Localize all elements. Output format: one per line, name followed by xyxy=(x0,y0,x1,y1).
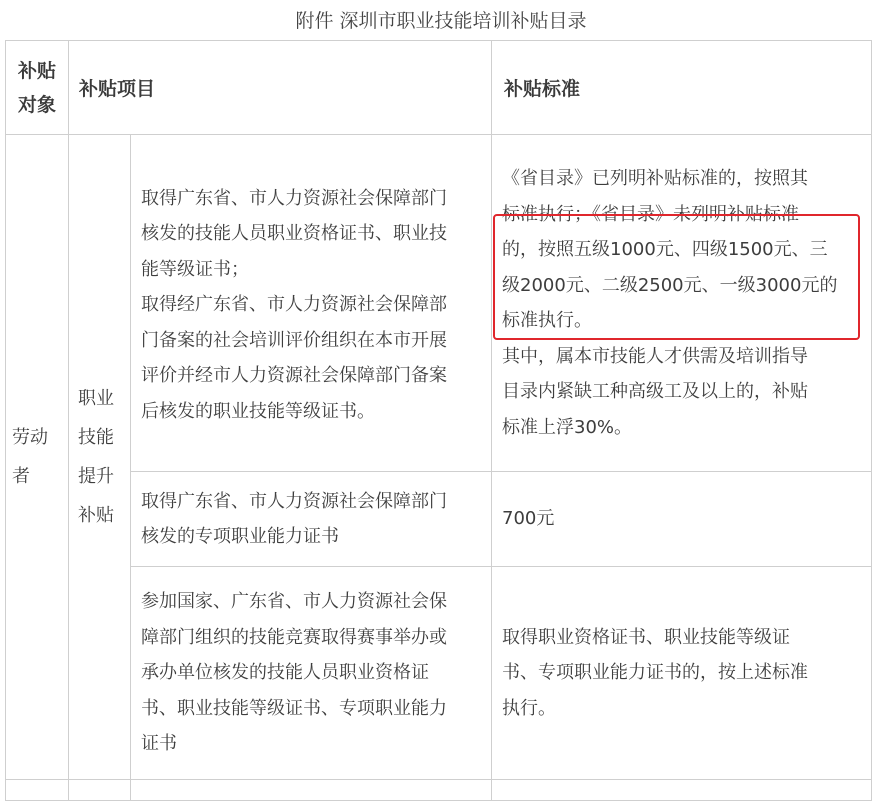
header-row xyxy=(6,41,872,135)
text-line: 证书 xyxy=(141,733,177,755)
category-line: 职业 xyxy=(78,388,114,409)
text-line: 核发的技能人员职业资格证书、职业技 xyxy=(141,223,447,245)
table-row-partial xyxy=(6,780,872,801)
text-line: 级2000元、二级2500元、一级3000元的 xyxy=(502,274,838,296)
document-title: 附件 深圳市职业技能培训补贴目录 xyxy=(295,10,587,32)
text-line: 取得广东省、市人力资源社会保障部门 xyxy=(141,187,447,209)
target-line: 劳动 xyxy=(12,427,48,448)
text-line: 700元 xyxy=(502,508,555,530)
empty-cell xyxy=(492,780,872,801)
text-line: 书、专项职业能力证书的，按上述标准 xyxy=(502,662,809,684)
standard-cell xyxy=(492,567,872,780)
empty-cell xyxy=(69,780,131,801)
category-line: 提升 xyxy=(78,466,114,487)
text-line: 后核发的职业技能等级证书。 xyxy=(141,400,375,422)
text-line: 能等级证书； xyxy=(141,258,249,280)
target-cell xyxy=(6,135,69,780)
text-line: 标准执行；《省目录》未列明补贴标准 xyxy=(502,203,800,225)
empty-cell xyxy=(131,780,492,801)
text-line: 标准执行。 xyxy=(502,310,593,331)
header-subsidy-standard: 补贴标准 xyxy=(492,41,872,135)
text-line: 目录内紧缺工种高级工及以上的，补贴 xyxy=(502,381,809,402)
standard-cell xyxy=(492,135,872,472)
item-cell xyxy=(131,567,492,780)
category-line: 补贴 xyxy=(78,505,114,526)
table-row xyxy=(6,472,872,567)
text-line: 取得职业资格证书、职业技能等级证 xyxy=(502,626,791,648)
text-line: 承办单位核发的技能人员职业资格证 xyxy=(141,662,429,684)
text-line: 其中，属本市技能人才供需及培训指导 xyxy=(502,345,809,367)
text-line: 《省目录》已列明补贴标准的，按照其 xyxy=(502,168,809,189)
text-line: 取得广东省、市人力资源社会保障部门 xyxy=(141,490,447,512)
text-line: 书、职业技能等级证书、专项职业能力 xyxy=(141,697,447,719)
header-subsidy-item: 补贴项目 xyxy=(69,41,492,135)
header-target-line: 对象 xyxy=(17,93,56,116)
text-line: 执行。 xyxy=(502,697,557,719)
text-line: 的，按照五级1000元、四级1500元、三 xyxy=(502,239,828,260)
category-line: 技能 xyxy=(78,427,114,448)
text-line: 障部门组织的技能竞赛取得赛事举办或 xyxy=(141,626,447,648)
header-target-line: 补贴 xyxy=(17,59,56,82)
empty-cell xyxy=(6,780,69,801)
text-line: 核发的专项职业能力证书 xyxy=(141,526,339,547)
text-line: 评价并经市人力资源社会保障部门备案 xyxy=(141,365,447,387)
category-cell xyxy=(69,135,131,780)
item-cell xyxy=(131,472,492,567)
target-line: 者 xyxy=(12,466,30,487)
text-line: 参加国家、广东省、市人力资源社会保 xyxy=(141,591,447,613)
header-subsidy-target xyxy=(6,41,69,135)
table-row xyxy=(6,135,872,472)
item-cell xyxy=(131,135,492,472)
table-row xyxy=(6,567,872,780)
subsidy-table xyxy=(5,40,872,801)
text-line: 取得经广东省、市人力资源社会保障部 xyxy=(141,294,447,316)
text-line: 标准上浮30%。 xyxy=(502,416,633,438)
standard-cell xyxy=(492,472,872,567)
text-line: 门备案的社会培训评价组织在本市开展 xyxy=(141,329,447,351)
